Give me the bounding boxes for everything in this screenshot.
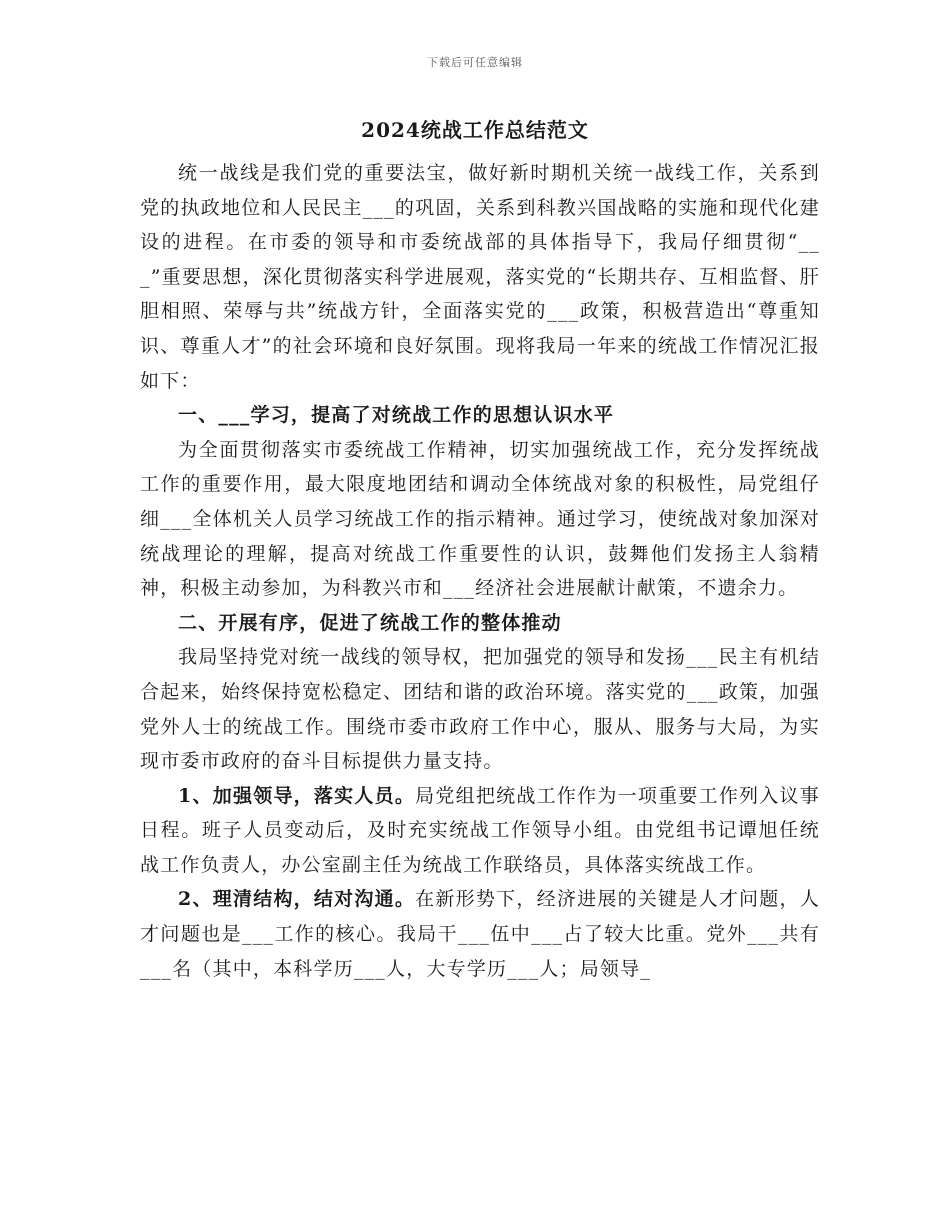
item-2-text: 在新形势下，经济进展的关键是人才问题，人才问题也是___工作的核心。我局干___伍中___占了较大比重。党外___共有___名（其中，本科学历___人，大专学历___人；局领导_: [140, 888, 820, 980]
item-1-paragraph: [140, 779, 820, 883]
item-2-lead: 2、理清结构，结对沟通。: [178, 888, 416, 911]
item-1-text: 局党组把统战工作作为一项重要工作列入议事日程。班子人员变动后，及时充实统战工作领导小组。由党组书记谭旭任统战工作负责人，办公室副主任为统战工作联络员，具体落实统战工作。: [140, 784, 820, 876]
section-heading-1: 一、___学习，提高了对统战工作的思想认识水平: [178, 404, 615, 427]
intro-paragraph: 统一战线是我们党的重要法宝，做好新时期机关统一战线工作，关系到党的执政地位和人民民主___的巩固，关系到科教兴国战略的实施和现代化建设的进程。在市委的领导和市委统战部的具体指导下，我局仔细贯彻“___”重要思想，深化贯彻落实科学进展观，落实党的“长期共存、互相监督、肝胆相照、荣辱与共”统战方针，全面落实党的___政策，积极营造出“尊重知识、尊重人才”的社会环境和良好氛围。现将我局一年来的统战工作情况汇报如下：: [140, 162, 820, 392]
item-2-paragraph: [140, 882, 820, 986]
document-title: 2024统战工作总结范文: [361, 118, 589, 142]
header-note: 下载后可任意编辑: [427, 56, 523, 69]
section-2-paragraph: 我局坚持党对统一战线的领导权，把加强党的领导和发扬___民主有机结合起来，始终保持宽松稳定、团结和谐的政治环境。落实党的___政策，加强党外人士的统战工作。围绕市委市政府工作中心，服从、服务与大局，为实现市委市政府的奋斗目标提供力量支持。: [140, 646, 820, 773]
item-1-lead: 1、加强领导，落实人员。: [178, 784, 416, 807]
section-1-paragraph: 为全面贯彻落实市委统战工作精神，切实加强统战工作，充分发挥统战工作的重要作用，最大限度地团结和调动全体统战对象的积极性，局党组仔细___全体机关人员学习统战工作的指示精神。通过学习，使统战对象加深对统战理论的理解，提高对统战工作重要性的认识，鼓舞他们发扬主人翁精神，积极主动参加，为科教兴市和___经济社会进展献计献策，不遗余力。: [140, 438, 820, 600]
section-heading-2: 二、开展有序，促进了统战工作的整体推动: [178, 611, 562, 634]
document-body: [140, 156, 820, 986]
